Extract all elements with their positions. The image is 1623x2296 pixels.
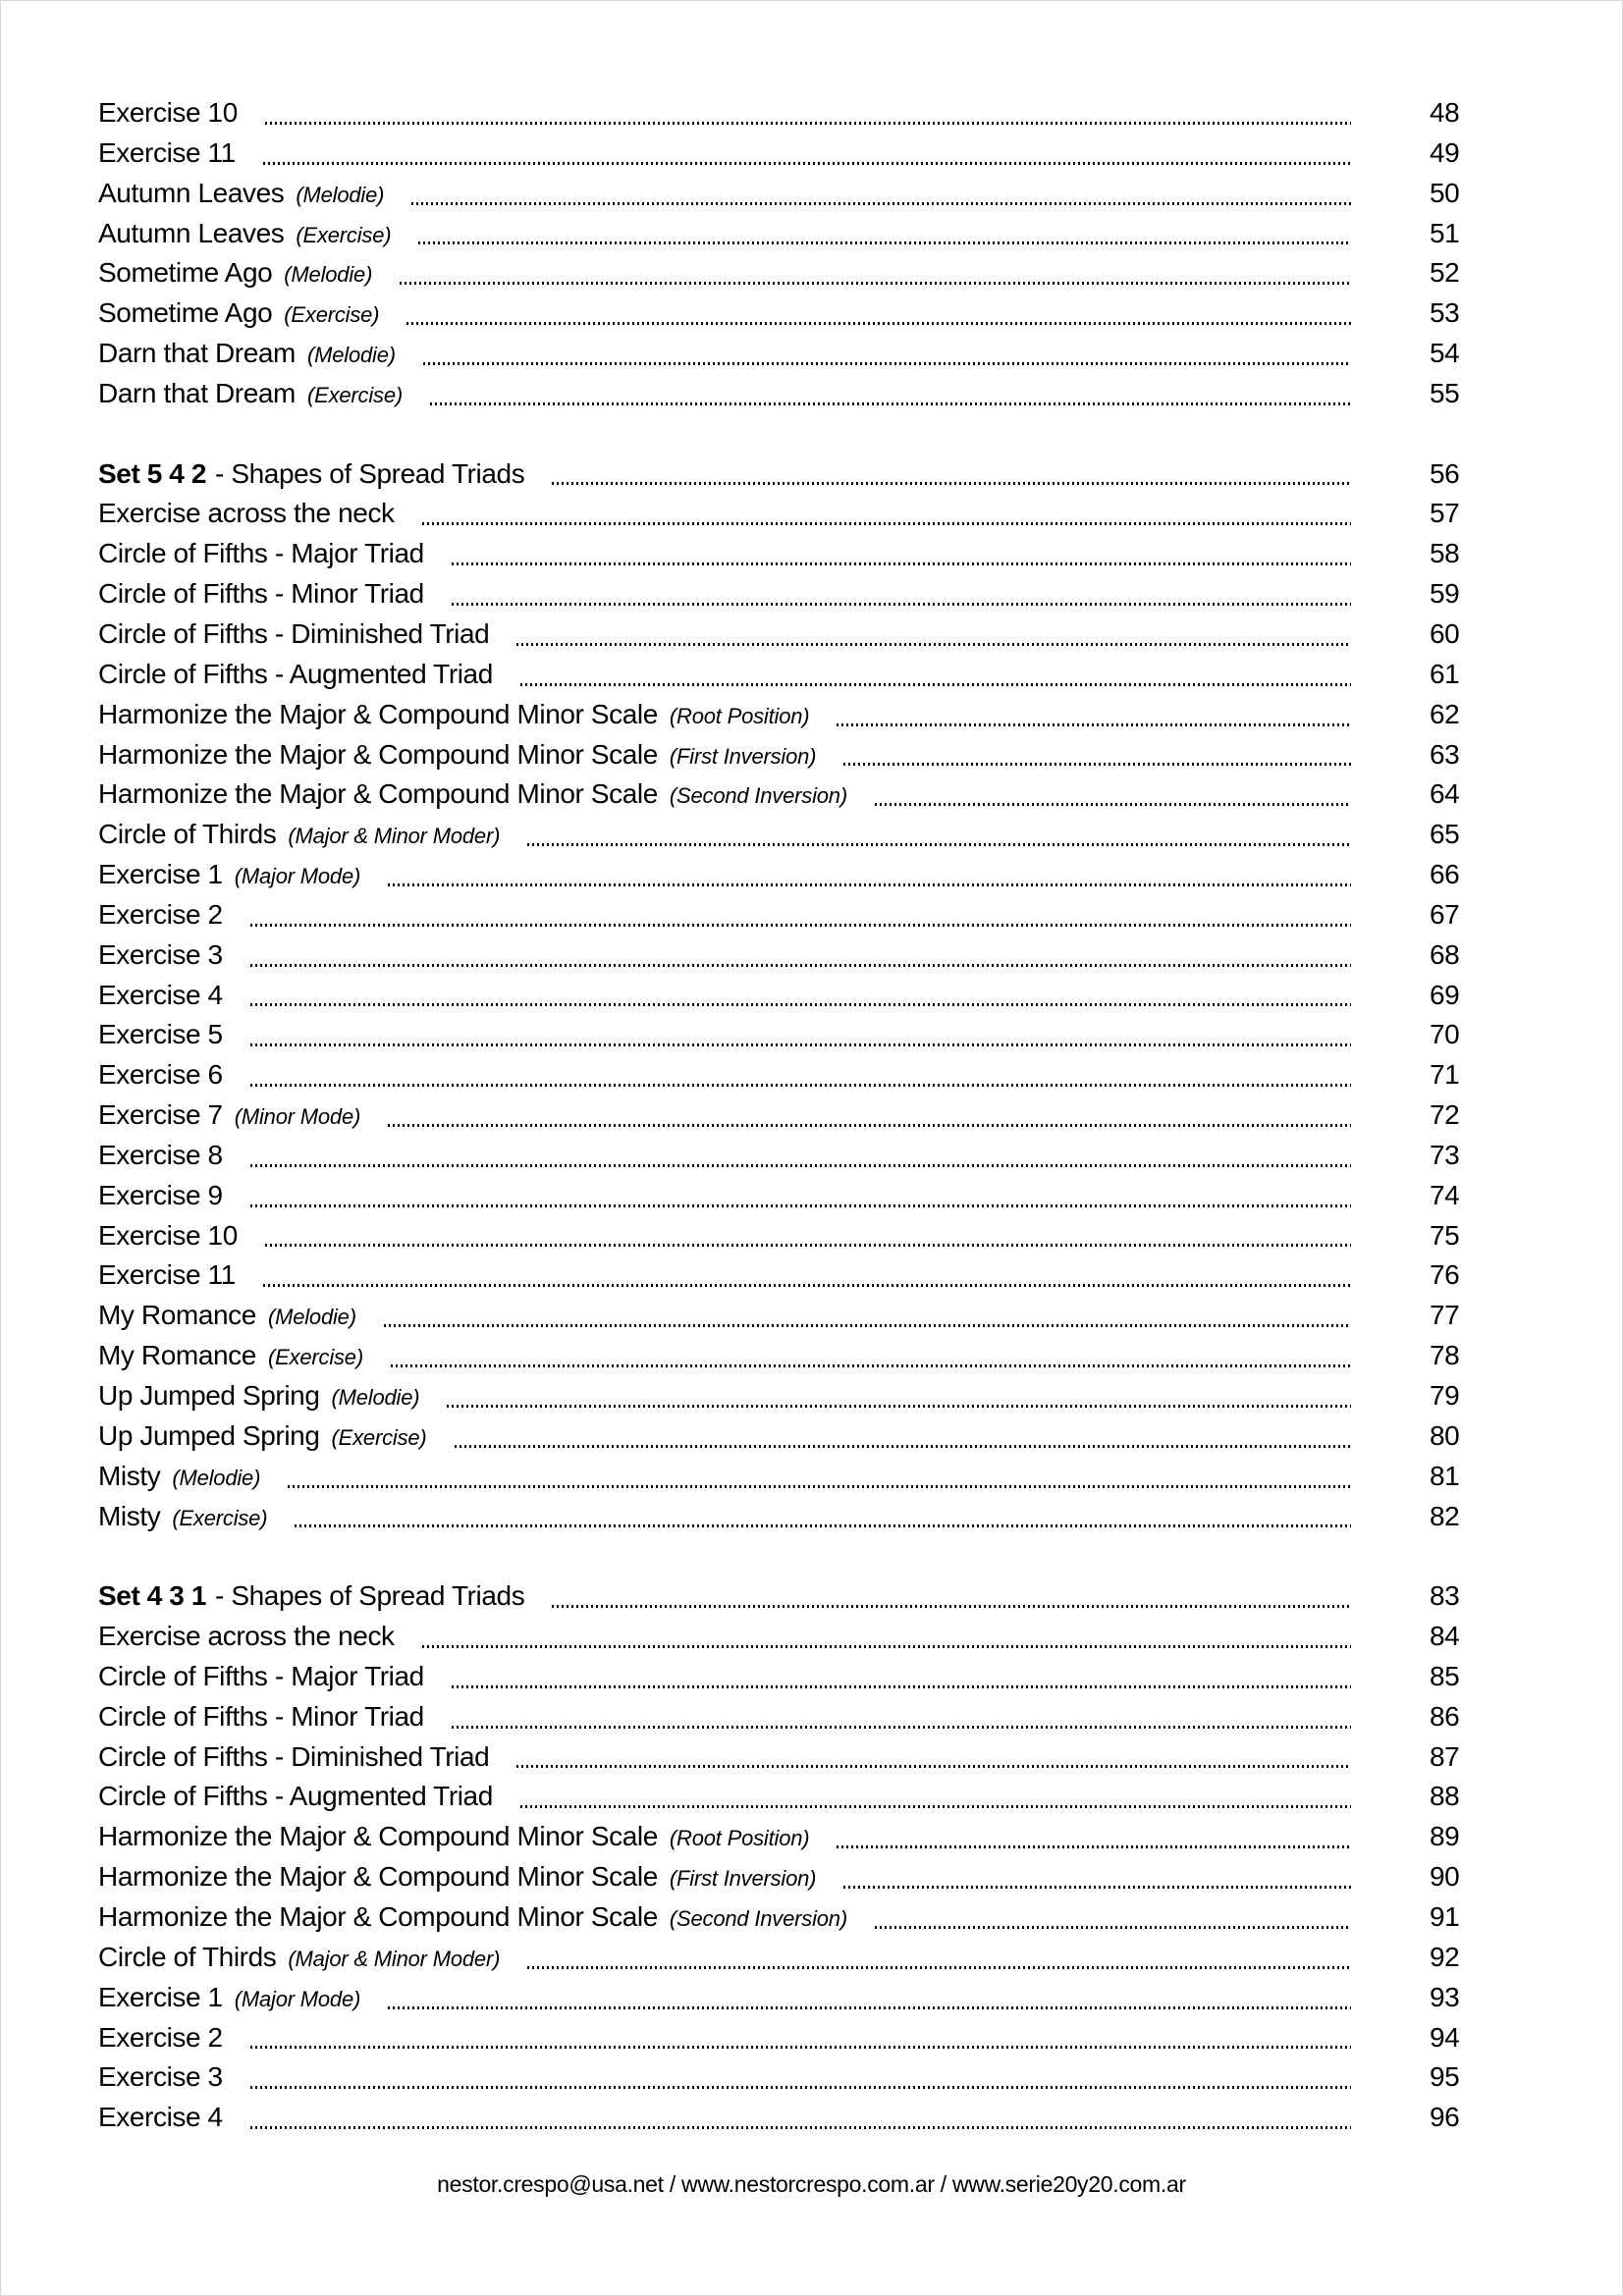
toc-entry-title: Exercise 10 xyxy=(98,97,238,128)
toc-entry xyxy=(98,1657,1485,1697)
toc-entry-subtitle: (Exercise) xyxy=(306,382,403,407)
toc-entry-title: Autumn Leaves xyxy=(98,217,285,248)
toc-entry xyxy=(98,1216,1485,1256)
toc-entry-page-number: 52 xyxy=(1430,257,1460,289)
dotted-leader xyxy=(250,1015,1351,1055)
toc-entry-subtitle: (Melodie) xyxy=(284,262,373,288)
toc-entry xyxy=(98,2018,1485,2058)
toc-entry-subtitle: (Second Inversion) xyxy=(669,783,847,809)
toc-entry xyxy=(98,1336,1485,1376)
toc-entry-page-number: 79 xyxy=(1430,1380,1460,1411)
toc-entry xyxy=(98,1015,1485,1055)
toc-entry-title: Exercise 8 xyxy=(98,1139,223,1170)
toc-entry-title: Exercise 3 xyxy=(98,938,223,970)
toc-entry-title: Circle of Thirds xyxy=(98,1941,277,1972)
toc-entry-page-number: 96 xyxy=(1430,2102,1460,2133)
toc-entry xyxy=(98,976,1485,1016)
dotted-leader xyxy=(875,1897,1351,1938)
toc-entry xyxy=(98,935,1485,976)
toc-entry-subtitle: (Melodie) xyxy=(172,1465,261,1490)
toc-entry-page-number: 67 xyxy=(1430,898,1460,930)
toc-entry-title: Harmonize the Major & Compound Minor Scale xyxy=(98,698,658,729)
toc-entry xyxy=(98,174,1485,214)
toc-entry-title: Exercise 10 xyxy=(98,1219,238,1251)
toc-entry-title: Exercise 3 xyxy=(98,2061,223,2093)
dotted-leader xyxy=(452,574,1351,614)
toc-set-title: Set 4 3 1 xyxy=(98,1580,207,1612)
toc-entry xyxy=(98,1817,1485,1857)
toc-entry-title: Harmonize the Major & Compound Minor Scale xyxy=(98,778,658,810)
toc-entry-title: Circle of Fifths - Augmented Triad xyxy=(98,658,493,689)
toc-entry-page-number: 75 xyxy=(1430,1219,1460,1251)
dotted-leader xyxy=(250,895,1351,935)
dotted-leader xyxy=(430,374,1351,414)
toc-entry xyxy=(98,655,1485,695)
toc-entry-title: - Shapes of Spread Triads xyxy=(215,1580,525,1612)
dotted-leader xyxy=(875,774,1351,815)
toc-entry-page-number: 71 xyxy=(1430,1059,1460,1091)
dotted-leader xyxy=(455,1416,1351,1457)
dotted-leader xyxy=(384,1296,1351,1336)
toc-entry-page-number: 83 xyxy=(1430,1580,1460,1612)
dotted-leader xyxy=(837,1817,1351,1857)
toc-entry xyxy=(98,1095,1485,1136)
toc-entry-title: Exercise 1 xyxy=(98,1981,223,2012)
dotted-leader xyxy=(288,1457,1351,1497)
toc-entry xyxy=(98,1697,1485,1737)
toc-entry-title: Sometime Ago xyxy=(98,297,273,329)
toc-entry-subtitle: (Exercise) xyxy=(267,1345,363,1370)
toc-entry-title: Circle of Fifths - Major Triad xyxy=(98,1660,424,1691)
dotted-leader xyxy=(263,1255,1351,1296)
toc-entry-page-number: 73 xyxy=(1430,1139,1460,1170)
toc-entry xyxy=(98,1055,1485,1095)
toc-entry xyxy=(98,574,1485,614)
toc-entry-subtitle: (Exercise) xyxy=(296,222,392,247)
dotted-leader xyxy=(843,735,1351,775)
toc-entry-title: Harmonize the Major & Compound Minor Scale xyxy=(98,1861,658,1893)
toc-entry xyxy=(98,1497,1485,1537)
toc-entry-title: Exercise 6 xyxy=(98,1059,223,1091)
toc-entry-page-number: 50 xyxy=(1430,177,1460,208)
dotted-leader xyxy=(552,1576,1351,1617)
toc-entry-subtitle: (Second Inversion) xyxy=(669,1905,847,1931)
toc-entry xyxy=(98,1255,1485,1296)
toc-entry-title: My Romance xyxy=(98,1300,256,1331)
toc-entry-subtitle: (Melodie) xyxy=(306,343,396,368)
toc-entry-page-number: 60 xyxy=(1430,617,1460,649)
dotted-leader xyxy=(250,1136,1351,1176)
dotted-leader xyxy=(422,494,1351,534)
dotted-leader xyxy=(837,695,1351,735)
dotted-leader xyxy=(418,214,1351,254)
toc-entry-title: Harmonize the Major & Compound Minor Scale xyxy=(98,1821,658,1852)
toc-entry xyxy=(98,1737,1485,1778)
toc-entry-title: Misty xyxy=(98,1460,161,1491)
toc-entry-page-number: 78 xyxy=(1430,1340,1460,1371)
toc-entry xyxy=(98,895,1485,935)
toc-entry-page-number: 74 xyxy=(1430,1179,1460,1210)
toc-entry-title: Circle of Fifths - Augmented Triad xyxy=(98,1781,493,1812)
toc-entry xyxy=(98,1576,1485,1617)
toc-entry-title: Exercise 1 xyxy=(98,859,223,890)
dotted-leader xyxy=(250,2057,1351,2098)
toc-entry xyxy=(98,1376,1485,1416)
dotted-leader xyxy=(250,1055,1351,1095)
toc-entry-title: Exercise 5 xyxy=(98,1019,223,1050)
toc-entry xyxy=(98,1176,1485,1216)
toc-entry xyxy=(98,855,1485,895)
toc-entry-page-number: 54 xyxy=(1430,338,1460,369)
toc-entry-title: Darn that Dream xyxy=(98,377,296,408)
toc-entry xyxy=(98,133,1485,174)
toc-entry xyxy=(98,294,1485,334)
toc-entry-page-number: 53 xyxy=(1430,297,1460,329)
toc-entry-page-number: 55 xyxy=(1430,377,1460,408)
toc-entry-page-number: 93 xyxy=(1430,1981,1460,2012)
toc-entry xyxy=(98,1617,1485,1657)
dotted-leader xyxy=(527,1938,1351,1978)
toc-entry xyxy=(98,1296,1485,1336)
toc-entry-title: Exercise 7 xyxy=(98,1099,223,1131)
toc-entry xyxy=(98,534,1485,574)
toc-entry-page-number: 81 xyxy=(1430,1460,1460,1491)
toc-entry-subtitle: (Major Mode) xyxy=(234,864,361,889)
dotted-leader xyxy=(388,1978,1351,2018)
toc-entry-page-number: 95 xyxy=(1430,2061,1460,2093)
toc-entry-page-number: 87 xyxy=(1430,1740,1460,1772)
toc-entry xyxy=(98,614,1485,655)
toc-entry-title: Circle of Thirds xyxy=(98,819,277,850)
toc-entry xyxy=(98,214,1485,254)
toc-entry-title: Circle of Fifths - Major Triad xyxy=(98,538,424,569)
toc-entry-title: Sometime Ago xyxy=(98,257,273,289)
dotted-leader xyxy=(250,2098,1351,2138)
toc-entry-page-number: 64 xyxy=(1430,778,1460,810)
toc-entry-subtitle: (Melodie) xyxy=(331,1385,420,1410)
toc-entry-title: Circle of Fifths - Minor Triad xyxy=(98,1700,424,1732)
toc-entry-page-number: 85 xyxy=(1430,1660,1460,1691)
toc-entry-title: Autumn Leaves xyxy=(98,177,285,208)
dotted-leader xyxy=(411,174,1351,214)
toc-entry xyxy=(98,1777,1485,1817)
toc-entry-title: Misty xyxy=(98,1500,161,1531)
toc-entry xyxy=(98,494,1485,534)
toc-entry-title: Exercise across the neck xyxy=(98,1621,395,1652)
toc-entry-title: Circle of Fifths - Diminished Triad xyxy=(98,1740,490,1772)
toc-entry-title: Up Jumped Spring xyxy=(98,1380,320,1411)
dotted-leader xyxy=(423,334,1351,374)
toc-entry-page-number: 65 xyxy=(1430,819,1460,850)
toc-entry-title: Harmonize the Major & Compound Minor Scale xyxy=(98,1900,658,1932)
toc-entry xyxy=(98,1457,1485,1497)
dotted-leader xyxy=(391,1336,1351,1376)
toc-entry xyxy=(98,815,1485,855)
dotted-leader xyxy=(422,1617,1351,1657)
dotted-leader xyxy=(527,815,1351,855)
toc-entry xyxy=(98,454,1485,495)
toc-entry xyxy=(98,695,1485,735)
toc-entry-page-number: 57 xyxy=(1430,498,1460,529)
footer-contact-links: nestor.crespo@usa.net / www.nestorcrespo.com.ar / www.serie20y20.com.ar xyxy=(437,2171,1186,2197)
toc-entry-page-number: 51 xyxy=(1430,217,1460,248)
toc-entry-page-number: 84 xyxy=(1430,1621,1460,1652)
toc-entry-page-number: 80 xyxy=(1430,1419,1460,1451)
toc-entry-page-number: 62 xyxy=(1430,698,1460,729)
dotted-leader xyxy=(263,133,1351,174)
toc-entry-page-number: 91 xyxy=(1430,1900,1460,1932)
toc-entry-subtitle: (Root Position) xyxy=(669,1826,810,1851)
dotted-leader xyxy=(452,534,1351,574)
toc-entry-title: Exercise 4 xyxy=(98,2102,223,2133)
dotted-leader xyxy=(520,1777,1351,1817)
toc-entry-page-number: 94 xyxy=(1430,2021,1460,2053)
dotted-leader xyxy=(520,655,1351,695)
toc-entry-page-number: 61 xyxy=(1430,658,1460,689)
dotted-leader xyxy=(250,935,1351,976)
toc-entry xyxy=(98,1857,1485,1897)
toc-entry-title: Exercise 4 xyxy=(98,979,223,1010)
toc-entry-page-number: 77 xyxy=(1430,1300,1460,1331)
toc-entry-subtitle: (Exercise) xyxy=(284,302,380,328)
toc-entry xyxy=(98,1978,1485,2018)
toc-entry-page-number: 48 xyxy=(1430,97,1460,128)
dotted-leader xyxy=(265,1216,1351,1256)
toc-set-title: Set 5 4 2 xyxy=(98,457,207,489)
toc-entry-subtitle: (Root Position) xyxy=(669,703,810,728)
dotted-leader xyxy=(406,294,1351,334)
dotted-leader xyxy=(516,614,1351,655)
toc-entry-page-number: 49 xyxy=(1430,136,1460,168)
toc-entry-page-number: 58 xyxy=(1430,538,1460,569)
toc-entry xyxy=(98,1136,1485,1176)
toc-entry xyxy=(98,253,1485,294)
toc-entry-page-number: 59 xyxy=(1430,578,1460,610)
toc-entry-title: - Shapes of Spread Triads xyxy=(215,457,525,489)
toc-entry-page-number: 56 xyxy=(1430,457,1460,489)
toc-entry xyxy=(98,2057,1485,2098)
toc-entry-title: Circle of Fifths - Minor Triad xyxy=(98,578,424,610)
toc-entry-subtitle: (Exercise) xyxy=(172,1505,268,1530)
dotted-leader xyxy=(552,454,1351,495)
toc-entry-title: Up Jumped Spring xyxy=(98,1419,320,1451)
toc-entry-page-number: 68 xyxy=(1430,938,1460,970)
toc-entry-page-number: 72 xyxy=(1430,1099,1460,1131)
toc-entry-page-number: 86 xyxy=(1430,1700,1460,1732)
toc-entry xyxy=(98,735,1485,775)
toc-entry-subtitle: (Major & Minor Moder) xyxy=(288,824,501,849)
toc-entry-page-number: 82 xyxy=(1430,1500,1460,1531)
toc-section xyxy=(98,93,1485,414)
toc-entry xyxy=(98,1416,1485,1457)
toc-entry-title: My Romance xyxy=(98,1340,256,1371)
dotted-leader xyxy=(295,1497,1351,1537)
dotted-leader xyxy=(388,855,1351,895)
toc-entry-title: Exercise 11 xyxy=(98,136,236,168)
toc-section xyxy=(98,1576,1485,2138)
toc-entry-page-number: 69 xyxy=(1430,979,1460,1010)
dotted-leader xyxy=(250,2018,1351,2058)
dotted-leader xyxy=(452,1697,1351,1737)
dotted-leader xyxy=(250,976,1351,1016)
toc-entry-subtitle: (First Inversion) xyxy=(669,743,817,769)
toc-entry-page-number: 63 xyxy=(1430,738,1460,770)
dotted-leader xyxy=(388,1095,1351,1136)
toc-entry-subtitle: (Major & Minor Moder) xyxy=(288,1946,501,1971)
toc-entry-title: Exercise 11 xyxy=(98,1259,236,1291)
toc-entry-page-number: 66 xyxy=(1430,859,1460,890)
toc-entry-subtitle: (Melodie) xyxy=(267,1305,356,1330)
toc-entry-page-number: 88 xyxy=(1430,1781,1460,1812)
toc-list xyxy=(0,93,1623,2138)
toc-entry-title: Circle of Fifths - Diminished Triad xyxy=(98,617,490,649)
toc-entry xyxy=(98,1938,1485,1978)
toc-entry xyxy=(98,1897,1485,1938)
dotted-leader xyxy=(452,1657,1351,1697)
toc-entry-page-number: 90 xyxy=(1430,1861,1460,1893)
dotted-leader xyxy=(447,1376,1351,1416)
page-footer xyxy=(0,2171,1623,2198)
toc-entry-title: Exercise across the neck xyxy=(98,498,395,529)
toc-entry xyxy=(98,334,1485,374)
dotted-leader xyxy=(516,1737,1351,1778)
toc-entry xyxy=(98,2098,1485,2138)
toc-entry-subtitle: (Exercise) xyxy=(331,1424,427,1450)
toc-entry-page-number: 70 xyxy=(1430,1019,1460,1050)
toc-entry-subtitle: (Major Mode) xyxy=(234,1986,361,2011)
toc-entry-title: Darn that Dream xyxy=(98,338,296,369)
dotted-leader xyxy=(843,1857,1351,1897)
dotted-leader xyxy=(265,93,1351,133)
toc-entry xyxy=(98,774,1485,815)
dotted-leader xyxy=(400,253,1351,294)
toc-entry-page-number: 92 xyxy=(1430,1941,1460,1972)
toc-entry-page-number: 76 xyxy=(1430,1259,1460,1291)
toc-section xyxy=(98,454,1485,1537)
toc-entry-subtitle: (Melodie) xyxy=(296,182,385,207)
toc-entry xyxy=(98,374,1485,414)
toc-entry-title: Harmonize the Major & Compound Minor Scale xyxy=(98,738,658,770)
dotted-leader xyxy=(250,1176,1351,1216)
toc-entry xyxy=(98,93,1485,133)
toc-entry-title: Exercise 2 xyxy=(98,898,223,930)
toc-entry-title: Exercise 2 xyxy=(98,2021,223,2053)
toc-entry-title: Exercise 9 xyxy=(98,1179,223,1210)
toc-entry-subtitle: (Minor Mode) xyxy=(234,1104,361,1130)
toc-entry-subtitle: (First Inversion) xyxy=(669,1866,817,1892)
toc-entry-page-number: 89 xyxy=(1430,1821,1460,1852)
